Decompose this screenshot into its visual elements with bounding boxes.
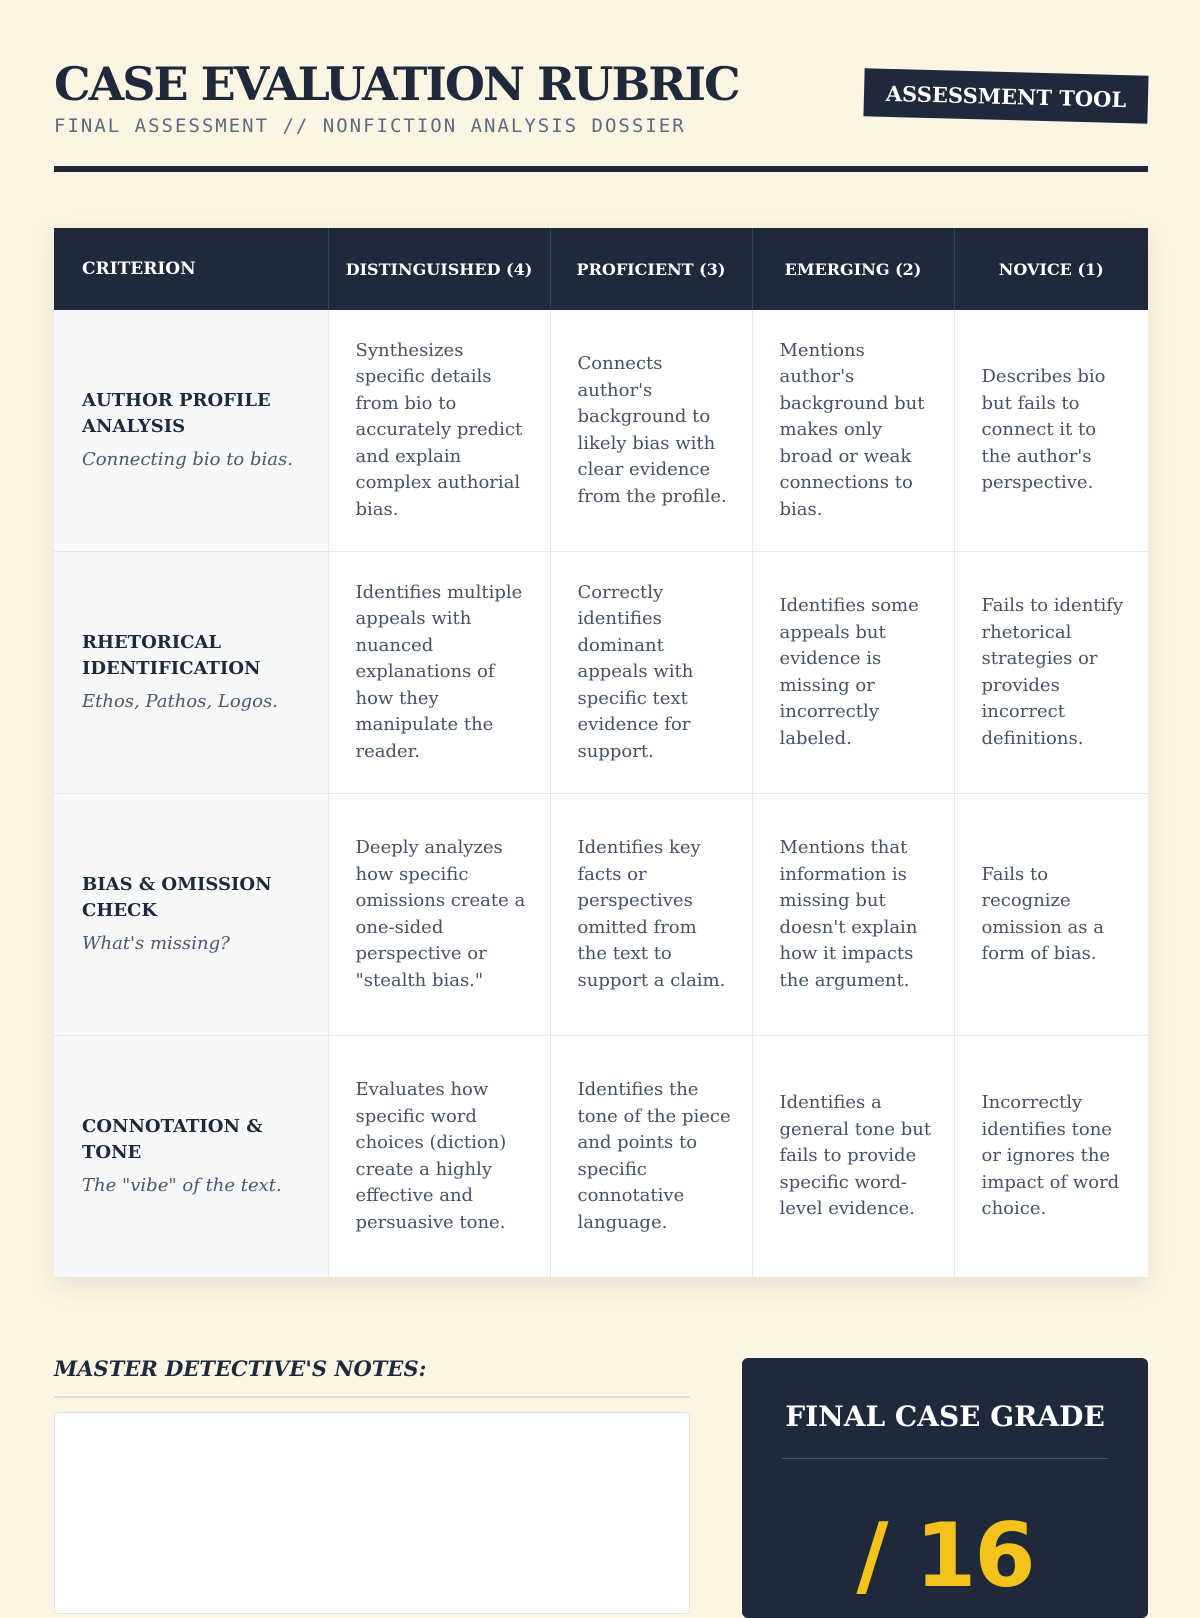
table-row [54, 794, 1148, 1036]
emerging-cell: Mentions that information is missing but doesn't explain how it impacts the argument. [752, 794, 954, 1036]
grade-divider [782, 1458, 1108, 1459]
page-subtitle: FINAL ASSESSMENT // NONFICTION ANALYSIS DOSSIER [54, 115, 686, 137]
proficient-cell: Connects author's background to likely bias with clear evidence from the profile. [550, 310, 752, 552]
column-header-distinguished: DISTINGUISHED (4) [328, 228, 550, 310]
notes-divider [54, 1396, 690, 1398]
notes-label: MASTER DETECTIVE'S NOTES: [54, 1356, 427, 1381]
novice-cell: Fails to identify rhetorical strategies or provides incorrect definitions. [954, 552, 1148, 794]
criterion-name: BIAS & OMISSION CHECK [82, 873, 272, 922]
criterion-name: RHETORICAL IDENTIFICATION [82, 631, 261, 680]
proficient-cell: Identifies the tone of the piece and points to specific connotative language. [550, 1036, 752, 1278]
criterion-subtitle: What's missing? [82, 932, 230, 954]
distinguished-cell: Deeply analyzes how specific omissions create a one-sided perspective or "stealth bias." [328, 794, 550, 1036]
criterion-cell [54, 552, 328, 794]
final-grade-value: / 16 [856, 1504, 1034, 1607]
column-header-criterion: CRITERION [54, 228, 328, 310]
table-row [54, 1036, 1148, 1278]
rubric-header-row [54, 228, 1148, 310]
notes-field[interactable] [54, 1412, 690, 1614]
emerging-cell: Mentions author's background but makes only broad or weak connections to bias. [752, 310, 954, 552]
novice-cell: Fails to recognize omission as a form of bias. [954, 794, 1148, 1036]
criterion-name: CONNOTATION & TONE [82, 1115, 263, 1164]
criterion-cell [54, 310, 328, 552]
page-title: CASE EVALUATION RUBRIC [54, 57, 739, 111]
column-header-proficient: PROFICIENT (3) [550, 228, 752, 310]
distinguished-cell: Synthesizes specific details from bio to accurately predict and explain complex authorial bias. [328, 310, 550, 552]
column-header-emerging: EMERGING (2) [752, 228, 954, 310]
assessment-tool-stamp: ASSESSMENT TOOL [863, 68, 1148, 123]
table-row [54, 552, 1148, 794]
criterion-subtitle: Ethos, Pathos, Logos. [82, 690, 278, 712]
emerging-cell: Identifies some appeals but evidence is missing or incorrectly labeled. [752, 552, 954, 794]
header-divider [54, 166, 1148, 172]
criterion-cell [54, 794, 328, 1036]
table-row [54, 310, 1148, 552]
criterion-subtitle: The "vibe" of the text. [82, 1174, 282, 1196]
final-grade-title: FINAL CASE GRADE [785, 1400, 1105, 1433]
final-grade-card [742, 1358, 1148, 1618]
criterion-cell [54, 1036, 328, 1278]
distinguished-cell: Evaluates how specific word choices (diction) create a highly effective and persuasive tone. [328, 1036, 550, 1278]
column-header-novice: NOVICE (1) [954, 228, 1148, 310]
proficient-cell: Identifies key facts or perspectives omitted from the text to support a claim. [550, 794, 752, 1036]
criterion-subtitle: Connecting bio to bias. [82, 448, 293, 470]
rubric-table [54, 228, 1148, 1277]
criterion-name: AUTHOR PROFILE ANALYSIS [82, 389, 271, 438]
novice-cell: Incorrectly identifies tone or ignores the impact of word choice. [981, 1092, 1120, 1220]
novice-cell: Describes bio but fails to connect it to the author's perspective. [954, 310, 1148, 552]
emerging-cell: Identifies a general tone but fails to provide specific word-level evidence. [752, 1036, 954, 1278]
proficient-cell: Correctly identifies dominant appeals with specific text evidence for support. [550, 552, 752, 794]
distinguished-cell: Identifies multiple appeals with nuanced explanations of how they manipulate the reader. [328, 552, 550, 794]
